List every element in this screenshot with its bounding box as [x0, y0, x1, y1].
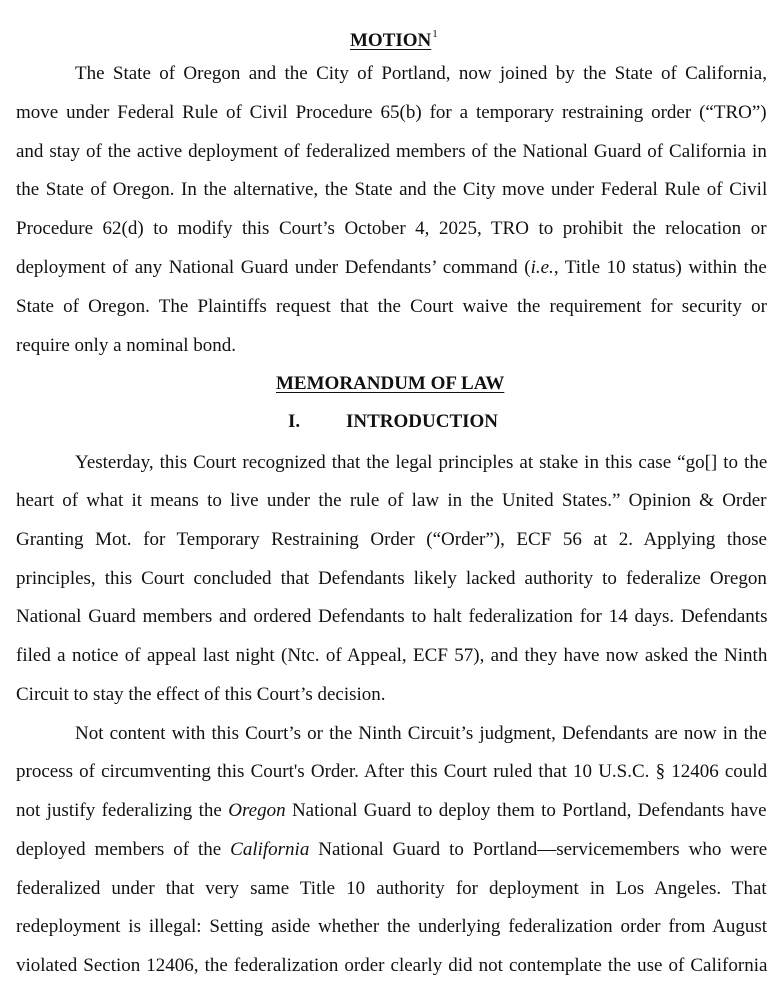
motion-line-6b: , Title 10 status) within the	[553, 257, 767, 278]
motion-line-5: Procedure 62(d) to modify this Court’s October 4, 2025, TRO to prohibit the relocation or	[16, 218, 767, 239]
p2-line-3-oregon: Oregon	[228, 800, 286, 821]
motion-heading-text: MOTION	[350, 30, 432, 51]
p1-line-5: National Guard members and ordered Defendants to halt federalization for 14 days. Defendants	[16, 606, 768, 627]
p2-line-4	[16, 838, 767, 862]
p2-line-7: violated Section 12406, the federalization order clearly did not contemplate the use of California	[16, 955, 768, 976]
p2-line-2: process of circumventing this Court's Order. After this Court ruled that 10 U.S.C. § 12406 could	[16, 761, 768, 782]
p1-line-4: principles, this Court concluded that Defendants likely lacked authority to federalize Oregon	[16, 568, 767, 589]
p2-line-3b: National Guard to deploy them to Portland, Defendants have	[285, 800, 767, 821]
motion-line-2: move under Federal Rule of Civil Procedure 65(b) for a temporary restraining order (“TRO”)	[16, 102, 767, 123]
p2-line-4b: National Guard to Portland—servicemembers who were	[309, 839, 768, 860]
p1-line-3: Granting Mot. for Temporary Restraining Order (“Order”), ECF 56 at 2. Applying those	[16, 529, 767, 550]
section-title: INTRODUCTION	[346, 411, 499, 432]
motion-line-8: require only a nominal bond.	[16, 335, 237, 356]
p2-line-4a: deployed members of the	[16, 839, 231, 860]
p2-line-5: federalized under that very same Title 10 authority for deployment in Los Angeles. That	[16, 878, 767, 899]
motion-line-3: and stay of the active deployment of federalized members of the National Guard of California in	[16, 141, 767, 162]
p1-line-1: Yesterday, this Court recognized that the legal principles at stake in this case “go[] to the	[75, 452, 768, 473]
section-heading	[0, 410, 783, 434]
motion-line-6	[16, 256, 767, 280]
p2-line-1: Not content with this Court’s or the Ninth Circuit’s judgment, Defendants are now in the	[75, 723, 767, 744]
footnote-mark[interactable]: 1	[432, 28, 438, 40]
motion-heading	[350, 22, 438, 51]
section-number: I.	[288, 411, 301, 432]
motion-line-6-ie: i.e.	[530, 257, 554, 278]
motion-line-6a: deployment of any National Guard under Defendants’ command (	[16, 257, 531, 278]
p2-line-6: redeployment is illegal: Setting aside whether the underlying federalization order from August	[16, 916, 768, 937]
p1-line-7: Circuit to stay the effect of this Court’s decision.	[16, 684, 386, 705]
p2-line-3	[16, 799, 767, 823]
memorandum-heading: MEMORANDUM OF LAW	[276, 373, 505, 394]
p1-line-2: heart of what it means to live under the rule of law in the United States.” Opinion & Order	[16, 490, 767, 511]
p2-line-4-california: California	[230, 839, 310, 860]
motion-line-4: the State of Oregon. In the alternative, the State and the City move under Federal Rule of Civil	[16, 179, 768, 200]
p2-line-3a: not justify federalizing the	[16, 800, 229, 821]
motion-line-7: State of Oregon. The Plaintiffs request that the Court waive the requirement for security or	[16, 296, 767, 317]
p1-line-6: filed a notice of appeal last night (Ntc. of Appeal, ECF 57), and they have now asked the Ninth	[16, 645, 768, 666]
motion-line-1: The State of Oregon and the City of Portland, now joined by the State of California,	[75, 63, 767, 84]
